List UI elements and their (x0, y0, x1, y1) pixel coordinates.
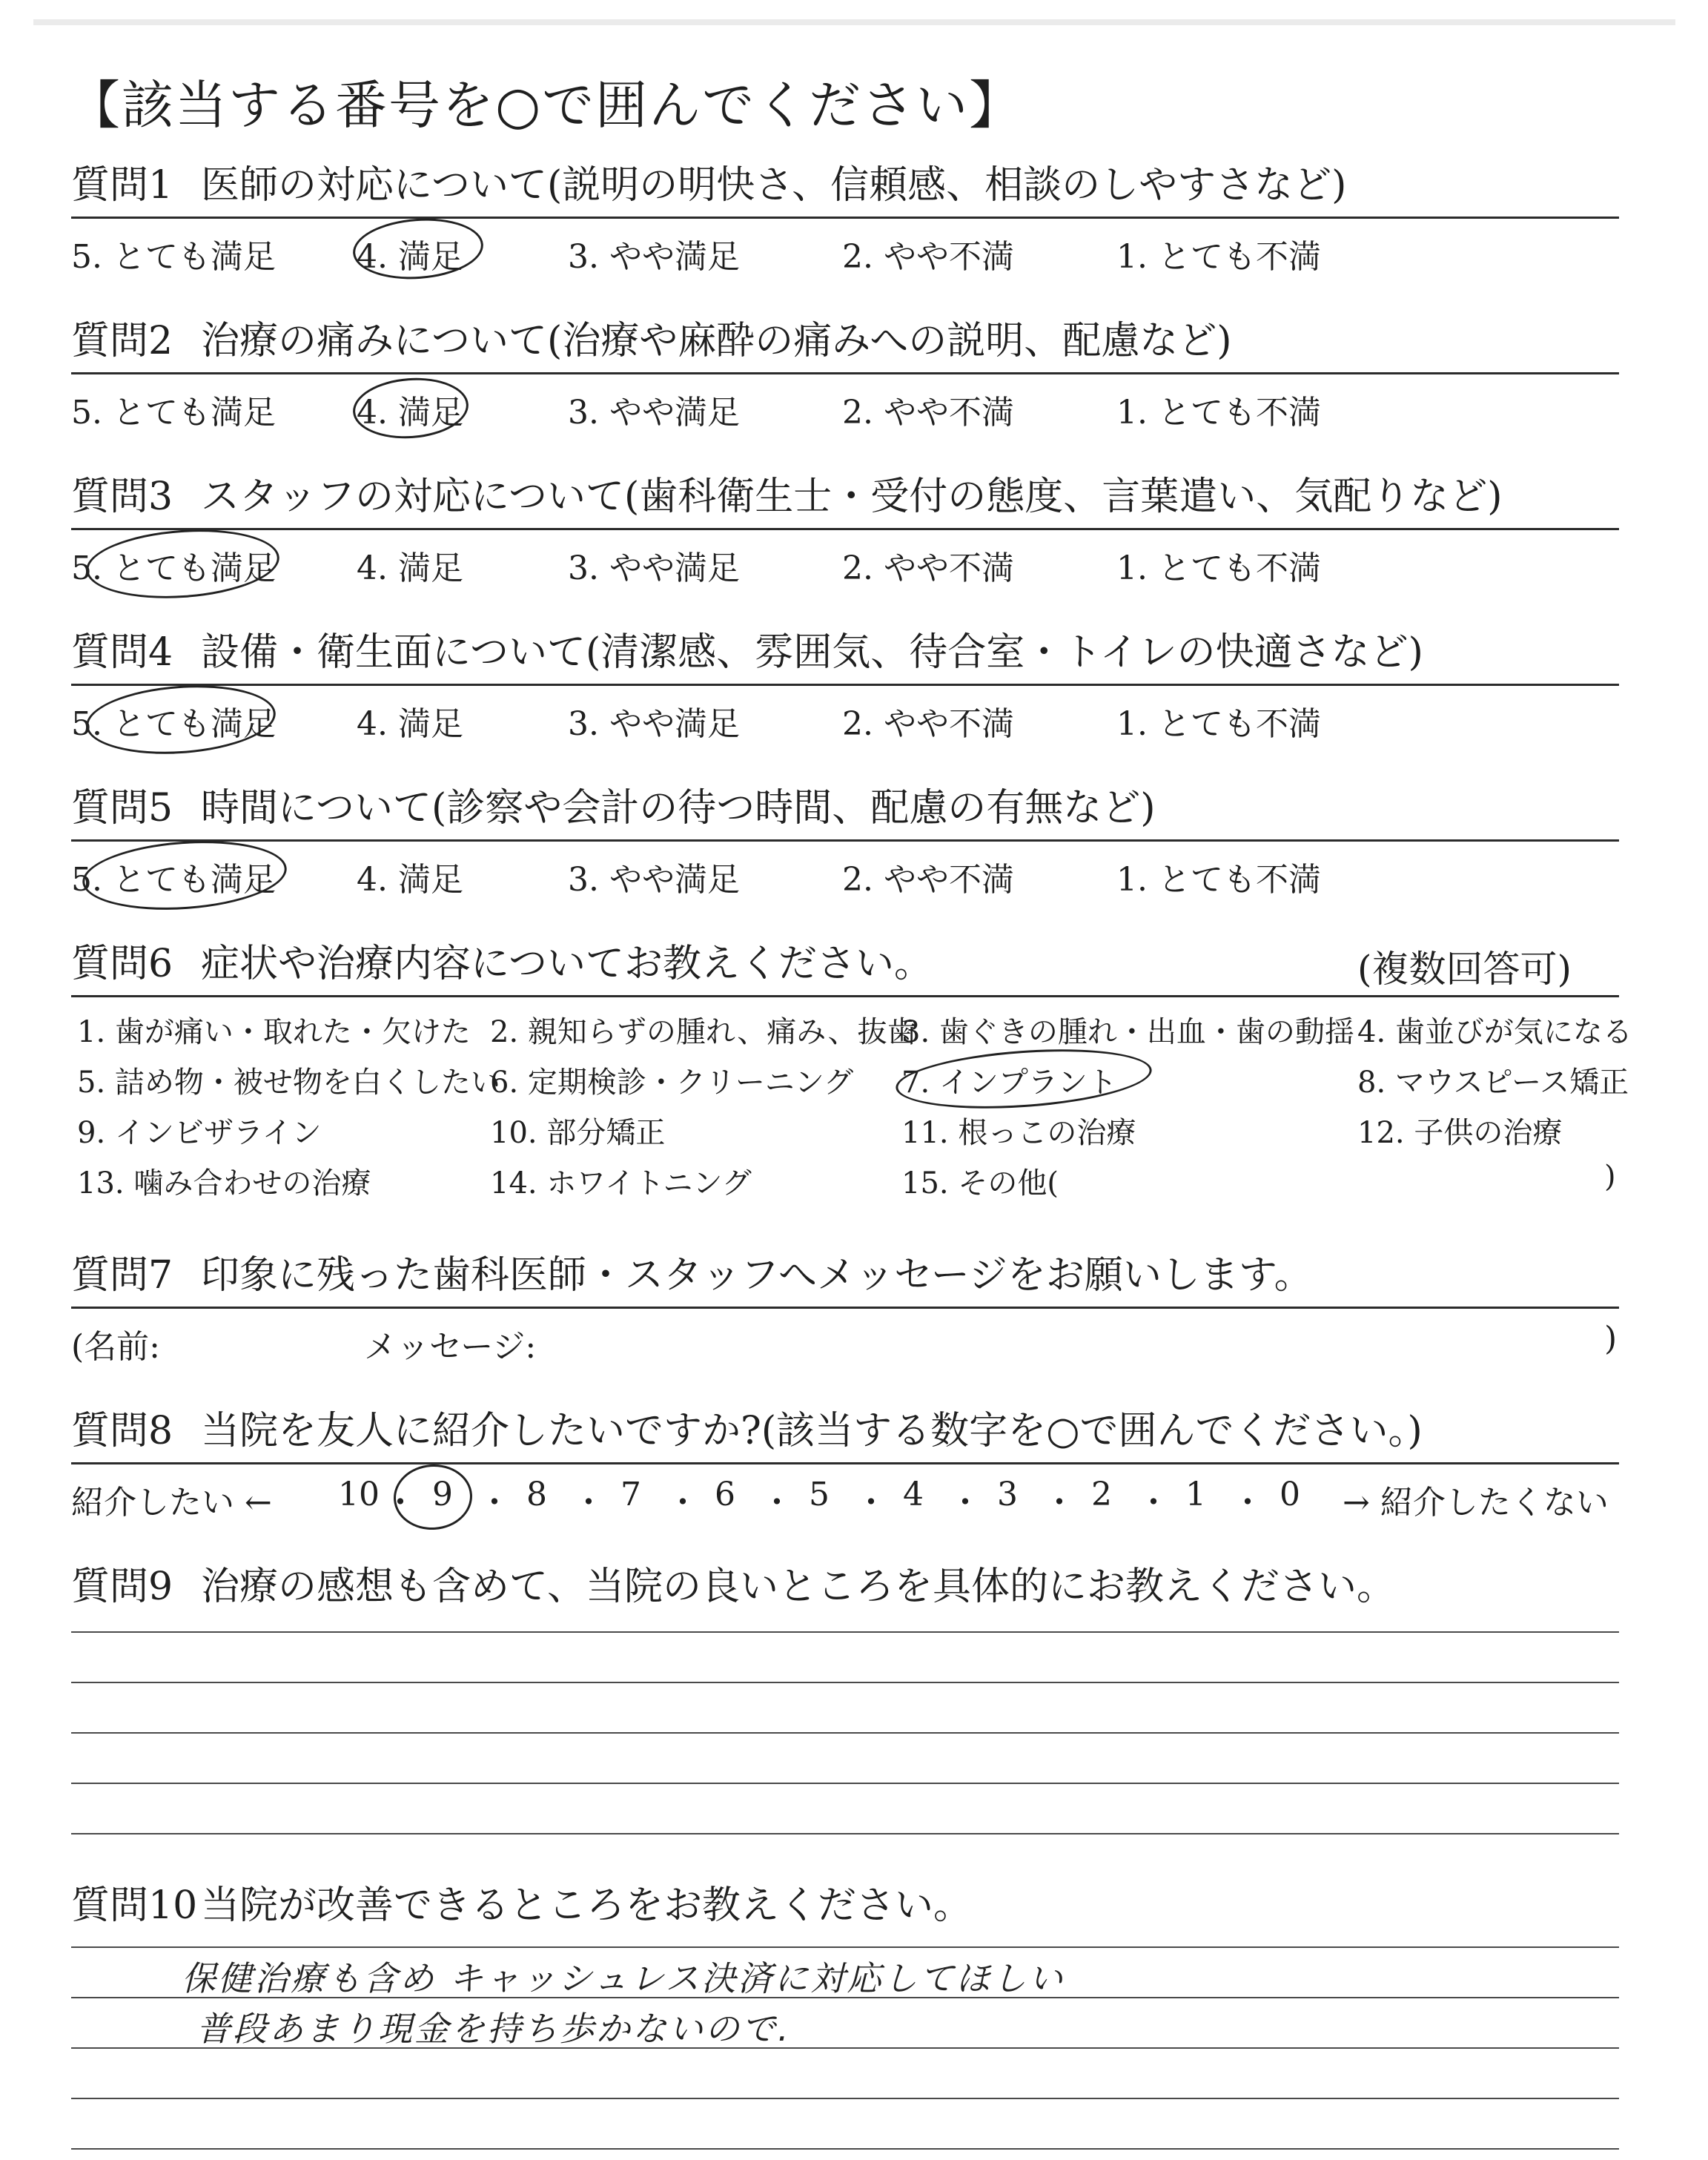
question-label: 質問1 (71, 163, 173, 208)
recommend-score-8[interactable]: 8 (526, 1476, 547, 1513)
recommend-score-4[interactable]: 4 (903, 1476, 924, 1513)
question-text: 当院を友人に紹介したいですか?(該当する数字を○で囲んでください。) (201, 1409, 1423, 1453)
q6-item-10[interactable]: 10. 部分矯正 (490, 1116, 666, 1150)
answer-line (71, 1833, 1619, 1834)
q6-item-3[interactable]: 3. 歯ぐきの腫れ・出血・歯の動揺 (901, 1015, 1354, 1049)
option-2[interactable]: 2. やや不満 (842, 238, 1014, 276)
q6-item-7[interactable]: 7. インプラント (901, 1066, 1117, 1100)
q6-item-14[interactable]: 14. ホワイトニング (490, 1166, 752, 1200)
q6-item-9[interactable]: 9. インビザライン (77, 1116, 322, 1150)
option-1[interactable]: 1. とても不満 (1116, 238, 1321, 276)
q6-item-4[interactable]: 4. 歯並びが気になる (1357, 1015, 1632, 1049)
question-label: 質問9 (71, 1565, 173, 1609)
answer-line (71, 2148, 1619, 2150)
q6-item-2[interactable]: 2. 親知らずの腫れ、痛み、抜歯 (490, 1015, 917, 1049)
question-3 (71, 471, 1619, 587)
name-label: (名前: (71, 1328, 160, 1366)
option-4[interactable]: 4. 満足 (357, 238, 463, 276)
question-label: 質問2 (71, 319, 173, 363)
question-text: 症状や治療内容についてお教えください。 (201, 942, 933, 986)
multiple-answer-note: (複数回答可) (1357, 948, 1572, 991)
question-text: スタッフの対応について(歯科衛生士・受付の態度、言葉遣い、気配りなど) (201, 475, 1503, 519)
question-2 (71, 315, 1619, 432)
option-1[interactable]: 1. とても不満 (1116, 394, 1321, 432)
question-8 (71, 1405, 1619, 1522)
option-3[interactable]: 3. やや満足 (568, 394, 740, 432)
question-label: 質問3 (71, 475, 173, 519)
question-text: 時間について(診察や会計の待つ時間、配慮の有無など) (201, 786, 1156, 830)
question-label: 質問5 (71, 786, 173, 830)
question-text: 治療の痛みについて(治療や麻酔の痛みへの説明、配慮など) (201, 319, 1232, 363)
question-9 (71, 1561, 1619, 1613)
scale-separator: ・ (855, 1484, 887, 1522)
question-text: 当院が改善できるところをお教えください。 (201, 1883, 973, 1928)
option-5[interactable]: 5. とても満足 (71, 238, 276, 276)
answer-line (71, 2098, 1619, 2099)
option-4[interactable]: 4. 満足 (357, 705, 463, 743)
recommend-score-2[interactable]: 2 (1091, 1476, 1112, 1513)
q6-item-15[interactable]: 15. その他( (901, 1166, 1059, 1200)
recommend-right-label: → 紹介したくない (1343, 1484, 1609, 1522)
answer-line (71, 1946, 1619, 1948)
option-4[interactable]: 4. 満足 (357, 861, 463, 899)
recommend-score-3[interactable]: 3 (997, 1476, 1018, 1513)
question-text: 治療の感想も含めて、当院の良いところを具体的にお教えください。 (201, 1565, 1395, 1609)
option-2[interactable]: 2. やや不満 (842, 549, 1014, 587)
recommend-left-label: 紹介したい ← (71, 1484, 272, 1522)
recommend-score-7[interactable]: 7 (620, 1476, 641, 1513)
recommend-score-10[interactable]: 10 (338, 1476, 380, 1513)
option-4[interactable]: 4. 満足 (357, 394, 463, 432)
recommend-score-1[interactable]: 1 (1185, 1476, 1206, 1513)
other-close-paren: ) (1604, 1160, 1616, 1194)
option-2[interactable]: 2. やや不満 (842, 705, 1014, 743)
scale-separator: ・ (572, 1484, 605, 1522)
recommend-score-0[interactable]: 0 (1280, 1476, 1300, 1513)
question-6 (71, 938, 1632, 1200)
rule (71, 1462, 1619, 1464)
option-4[interactable]: 4. 満足 (357, 549, 463, 587)
option-3[interactable]: 3. やや満足 (568, 238, 740, 276)
q6-item-13[interactable]: 13. 噛み合わせの治療 (77, 1166, 371, 1200)
option-1[interactable]: 1. とても不満 (1116, 705, 1321, 743)
recommend-score-9[interactable]: 9 (432, 1476, 453, 1513)
scale-separator: ・ (1231, 1484, 1264, 1522)
question-4 (71, 627, 1619, 743)
question-label: 質問8 (71, 1409, 173, 1453)
message-label: メッセージ: (364, 1328, 537, 1366)
handwritten-answer-line-1: 保健治療も含め キャッシュレス決済に対応してほしい (182, 1958, 1065, 1998)
answer-line (71, 1631, 1619, 1633)
answer-line (71, 1682, 1619, 1683)
question-label: 質問7 (71, 1253, 173, 1298)
rule (71, 528, 1619, 530)
question-label: 質問6 (71, 942, 173, 986)
question-label: 質問4 (71, 630, 173, 675)
option-5[interactable]: 5. とても満足 (71, 394, 276, 432)
rule (71, 684, 1619, 686)
option-3[interactable]: 3. やや満足 (568, 705, 740, 743)
option-2[interactable]: 2. やや不満 (842, 861, 1014, 899)
question-10 (71, 1880, 1619, 1932)
scale-separator: ・ (949, 1484, 982, 1522)
question-text: 印象に残った歯科医師・スタッフへメッセージをお願いします。 (201, 1253, 1313, 1298)
answer-line (71, 1732, 1619, 1734)
q6-item-1[interactable]: 1. 歯が痛い・取れた・欠けた (77, 1015, 471, 1049)
q6-item-8[interactable]: 8. マウスピース矯正 (1357, 1066, 1629, 1100)
q6-item-6[interactable]: 6. 定期検診・クリーニング (490, 1066, 854, 1100)
option-1[interactable]: 1. とても不満 (1116, 861, 1321, 899)
scale-separator: ・ (478, 1484, 511, 1522)
question-5 (71, 782, 1619, 899)
option-2[interactable]: 2. やや不満 (842, 394, 1014, 432)
option-5[interactable]: 5. とても満足 (71, 861, 276, 899)
option-1[interactable]: 1. とても不満 (1116, 549, 1321, 587)
question-7 (71, 1249, 1619, 1366)
q6-item-12[interactable]: 12. 子供の治療 (1357, 1116, 1563, 1150)
answer-line (71, 1783, 1619, 1784)
rule (71, 372, 1619, 374)
rule (71, 217, 1619, 219)
rule (71, 839, 1619, 842)
recommend-score-5[interactable]: 5 (809, 1476, 830, 1513)
question-text: 医師の対応について(説明の明快さ、信頼感、相談のしやすさなど) (201, 163, 1347, 208)
recommend-score-6[interactable]: 6 (715, 1476, 735, 1513)
rule (71, 1307, 1619, 1309)
option-3[interactable]: 3. やや満足 (568, 549, 740, 587)
scale-separator: ・ (761, 1484, 793, 1522)
question-1 (71, 159, 1619, 276)
question-label: 質問10 (71, 1883, 198, 1928)
scale-separator: ・ (666, 1484, 699, 1522)
handwritten-answer-line-2: 普段あまり現金を持ち歩かないので. (196, 2009, 791, 2049)
scan-edge (33, 19, 1675, 25)
scale-separator: ・ (1043, 1484, 1076, 1522)
q6-item-5[interactable]: 5. 詰め物・被せ物を白くしたい (77, 1066, 500, 1100)
option-3[interactable]: 3. やや満足 (568, 861, 740, 899)
message-close-paren: ) (1604, 1320, 1618, 1358)
scale-separator: ・ (1137, 1484, 1170, 1522)
option-5[interactable]: 5. とても満足 (71, 705, 276, 743)
page-title: 【該当する番号を○で囲んでください】 (68, 75, 1023, 136)
q6-item-11[interactable]: 11. 根っこの治療 (901, 1116, 1136, 1150)
scale-separator: ・ (384, 1484, 417, 1522)
rule (71, 995, 1619, 997)
question-text: 設備・衛生面について(清潔感、雰囲気、待合室・トイレの快適さなど) (201, 630, 1423, 675)
option-5[interactable]: 5. とても満足 (71, 549, 276, 587)
